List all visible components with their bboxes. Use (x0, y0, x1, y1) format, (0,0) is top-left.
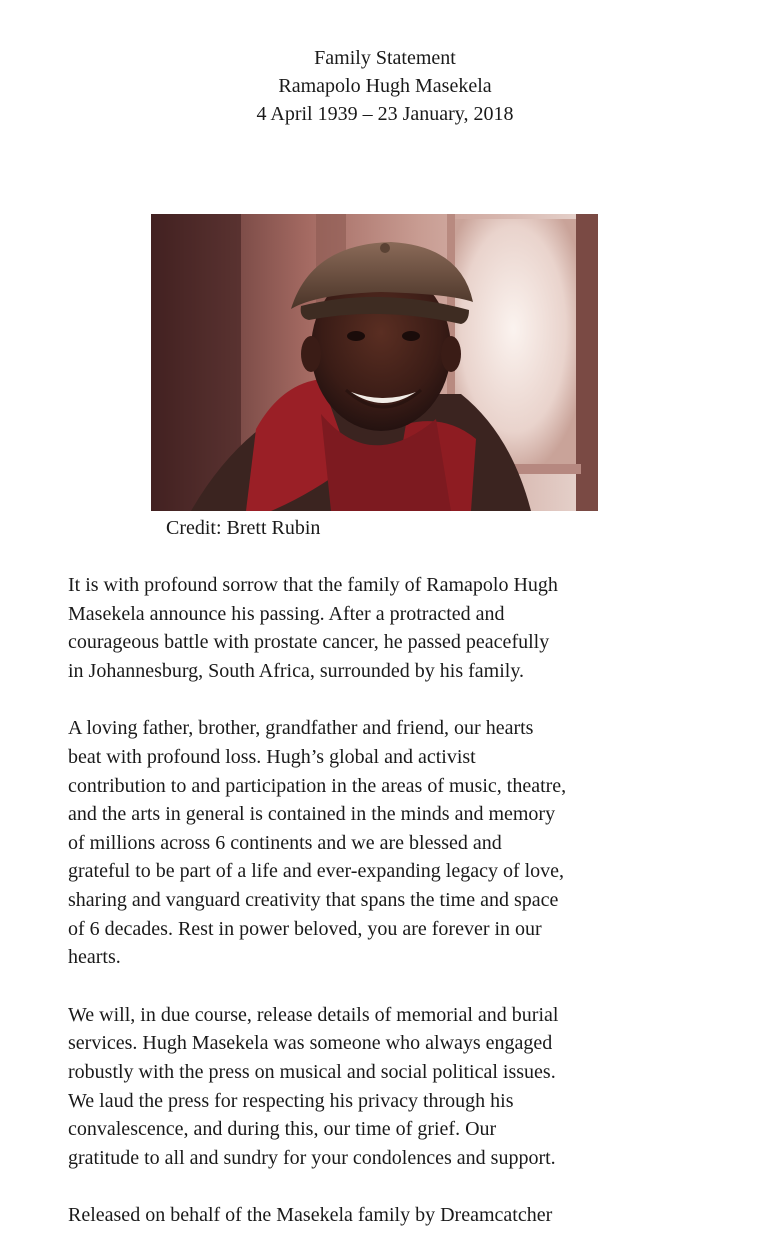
text-line: grateful to be part of a life and ever-expanding legacy of love, (68, 860, 565, 883)
text-line: gratitude to all and sundry for your condolences and support. (68, 1146, 556, 1169)
text-line: robustly with the press on musical and social political issues. (68, 1060, 556, 1083)
document-title: Family Statement (314, 47, 456, 69)
life-dates: 4 April 1939 – 23 January, 2018 (256, 103, 514, 125)
text-line: beat with profound loss. Hugh’s global and activist (68, 745, 476, 768)
text-line: We will, in due course, release details of memorial and burial (68, 1003, 559, 1026)
text-line: Masekela announce his passing. After a protracted and (68, 602, 505, 625)
paragraph-announcement (68, 571, 728, 685)
text-line: of millions across 6 continents and we are blessed and (68, 831, 502, 854)
text-line: hearts. (68, 946, 121, 969)
text-line: sharing and vanguard creativity that spans the time and space (68, 888, 559, 911)
paragraph-tribute (68, 714, 728, 971)
text-line: We laud the press for respecting his privacy through his (68, 1089, 514, 1112)
text-line: of 6 decades. Rest in power beloved, you are forever in our (68, 917, 542, 940)
text-line: contribution to and participation in the areas of music, theatre, (68, 774, 567, 797)
text-line: Released on behalf of the Masekela family by Dreamcatcher (68, 1204, 553, 1227)
portrait-photo (151, 214, 598, 511)
text-line: services. Hugh Masekela was someone who always engaged (68, 1032, 553, 1055)
text-line: convalescence, and during this, our time of grief. Our (68, 1118, 497, 1141)
photo-credit: Credit: Brett Rubin (166, 517, 321, 539)
text-line: A loving father, brother, grandfather and friend, our hearts (68, 717, 534, 740)
statement-header (0, 44, 770, 128)
text-line: and the arts in general is contained in the minds and memory (68, 803, 556, 826)
text-line: in Johannesburg, South Africa, surrounded by his family. (68, 659, 525, 682)
paragraph-release-note (68, 1201, 728, 1230)
statement-body (68, 571, 728, 1259)
paragraph-services (68, 1001, 728, 1173)
person-name: Ramapolo Hugh Masekela (278, 75, 492, 97)
text-line: It is with profound sorrow that the family of Ramapolo Hugh (68, 574, 558, 596)
text-line: courageous battle with prostate cancer, he passed peacefully (68, 631, 550, 654)
